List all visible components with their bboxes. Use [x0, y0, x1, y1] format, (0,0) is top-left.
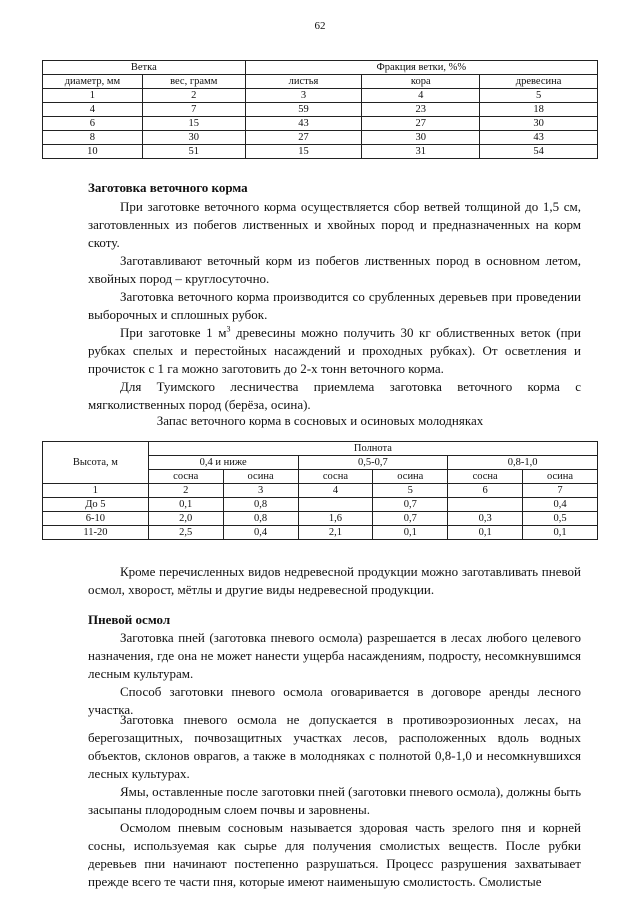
table-header: осина	[223, 470, 298, 484]
table-row	[43, 145, 598, 159]
table-row	[43, 512, 598, 526]
table-cell: 8	[43, 131, 143, 145]
table-cell: 18	[480, 103, 598, 117]
table-header: осина	[373, 470, 448, 484]
table-cell: 27	[362, 117, 480, 131]
paragraph: Заготавливают веточный корм из побегов лиственных пород в основном летом, хвойных пород – круглосуточно.	[88, 253, 581, 286]
table-cell: 0,7	[373, 498, 448, 512]
table-cell: 0,4	[523, 498, 598, 512]
table-cell: 3	[245, 89, 362, 103]
table-cell: 1,6	[298, 512, 373, 526]
table-cell: До 5	[43, 498, 149, 512]
table-cell: 15	[142, 117, 245, 131]
table-cell: 6	[448, 484, 523, 498]
table-cell: 2,5	[148, 526, 223, 540]
paragraph-text: древесины можно получить 30 кг облиственных веток (при рубках спелых и перестойных насаждений и проходных рубках). От осветления и прочисток с 1 га можно заготовить до 2-х тонн веточного корма.	[88, 325, 581, 376]
table-cell: 6	[43, 117, 143, 131]
table-cell: 11-20	[43, 526, 149, 540]
table-header: диаметр, мм	[43, 75, 143, 89]
page-number: 62	[314, 20, 326, 32]
table-cell: 30	[480, 117, 598, 131]
section-heading: Пневой осмол	[88, 612, 171, 627]
table-cell: 0,8	[223, 512, 298, 526]
table-row	[43, 526, 598, 540]
table-cell: 4	[298, 484, 373, 498]
table-header: Фракция ветки, %%	[245, 61, 597, 75]
table-row	[43, 89, 598, 103]
paragraph: Кроме перечисленных видов недревесной продукции можно заготавливать пневой осмол, хворост, мётлы и другие виды недревесной продукции.	[88, 564, 581, 597]
paragraph: При заготовке веточного корма осуществляется сбор ветвей толщиной до 1,5 см, заготовленных из побегов лиственных и хвойных пород и предназначенных на корм скоту.	[88, 199, 581, 250]
table-cell: 6-10	[43, 512, 149, 526]
table-cell: 30	[362, 131, 480, 145]
table-header: древесина	[480, 75, 598, 89]
table-header: осина	[523, 470, 598, 484]
table-cell: 4	[43, 103, 143, 117]
table-cell: 43	[245, 117, 362, 131]
table-caption: Запас веточного корма в сосновых и осиновых молодняках	[156, 413, 484, 428]
table-cell: 2,1	[298, 526, 373, 540]
table-cell: 2	[148, 484, 223, 498]
paragraph-text: При заготовке 1 м	[120, 325, 227, 340]
table-header: Высота, м	[43, 442, 149, 484]
table-row	[43, 484, 598, 498]
table-header: Ветка	[43, 61, 246, 75]
paragraph: Заготовка пней (заготовка пневого осмола) разрешается в лесах любого целевого назначения, где она не может нанести ущерба насаждениям, подросту, несомкнувшимся лесным культурам.	[88, 630, 581, 681]
paragraph: Заготовка пневого осмола не допускается в противоэрозионных лесах, на берегозащитных, почвозащитных участках лесов, расположенных вдоль водных объектов, склонов оврагов, а также в молодняках с полнотой 0,8-1,0 и несомкнувшихся лесных культурах.	[88, 712, 581, 781]
paragraph: Осмолом пневым сосновым называется здоровая часть зрелого пня и корней сосны, используемая как сырье для получения смолистых веществ. После рубки деревьев пни начинают постепенно разрушаться. Процесс разрушения захватывает прежде всего те части пня, которые имеют наименьшую смолистость. Смолистые	[88, 820, 581, 889]
table-cell: 0,8	[223, 498, 298, 512]
table-cell: 2,0	[148, 512, 223, 526]
table-header: 0,5-0,7	[298, 456, 448, 470]
table-header: сосна	[148, 470, 223, 484]
table-cell: 27	[245, 131, 362, 145]
table-cell: 0,7	[373, 512, 448, 526]
paragraph: Ямы, оставленные после заготовки пней (заготовки пневого осмола), должны быть засыпаны плодородным слоем почвы и заровнены.	[88, 784, 581, 817]
table-cell: 0,5	[523, 512, 598, 526]
table-cell: 23	[362, 103, 480, 117]
table-cell: 2	[142, 89, 245, 103]
table-header: кора	[362, 75, 480, 89]
table-cell: 54	[480, 145, 598, 159]
table-cell: 3	[223, 484, 298, 498]
table-cell: 43	[480, 131, 598, 145]
table-cell: 30	[142, 131, 245, 145]
table-cell: 0,4	[223, 526, 298, 540]
table-row	[43, 498, 598, 512]
branch-fraction-table	[42, 60, 598, 159]
table-cell	[298, 498, 373, 512]
paragraph: Для Туимского лесничества приемлема заготовка веточного корма с мягколиственных пород (берёза, осина).	[88, 379, 581, 412]
paragraph: Способ заготовки пневого осмола оговаривается в договоре аренды лесного участка.	[88, 684, 581, 717]
table-row	[43, 117, 598, 131]
table-cell: 31	[362, 145, 480, 159]
table-cell: 0,3	[448, 512, 523, 526]
superscript: 3	[226, 324, 231, 334]
table-cell: 7	[142, 103, 245, 117]
table-cell: 0,1	[373, 526, 448, 540]
table-cell: 59	[245, 103, 362, 117]
table-cell: 5	[480, 89, 598, 103]
table-header: сосна	[298, 470, 373, 484]
paragraph: Заготовка веточного корма производится со срубленных деревьев при проведении выборочных и сплошных рубок.	[88, 289, 581, 322]
table-header: вес, грамм	[142, 75, 245, 89]
table-header: 0,8-1,0	[448, 456, 598, 470]
table-cell: 51	[142, 145, 245, 159]
table-header: листья	[245, 75, 362, 89]
table-cell: 1	[43, 484, 149, 498]
table-cell: 0,1	[448, 526, 523, 540]
paragraph	[88, 324, 581, 378]
table-header: 0,4 и ниже	[148, 456, 298, 470]
branch-feed-reserve-table	[42, 441, 598, 540]
table-cell: 1	[43, 89, 143, 103]
table-cell: 15	[245, 145, 362, 159]
table-row	[43, 131, 598, 145]
table-cell: 10	[43, 145, 143, 159]
table-header: Полнота	[148, 442, 597, 456]
table-cell: 7	[523, 484, 598, 498]
table-header: сосна	[448, 470, 523, 484]
table-cell	[448, 498, 523, 512]
section-heading: Заготовка веточного корма	[88, 180, 248, 195]
table-cell: 0,1	[148, 498, 223, 512]
table-cell: 4	[362, 89, 480, 103]
table-row	[43, 103, 598, 117]
table-cell: 0,1	[523, 526, 598, 540]
table-cell: 5	[373, 484, 448, 498]
